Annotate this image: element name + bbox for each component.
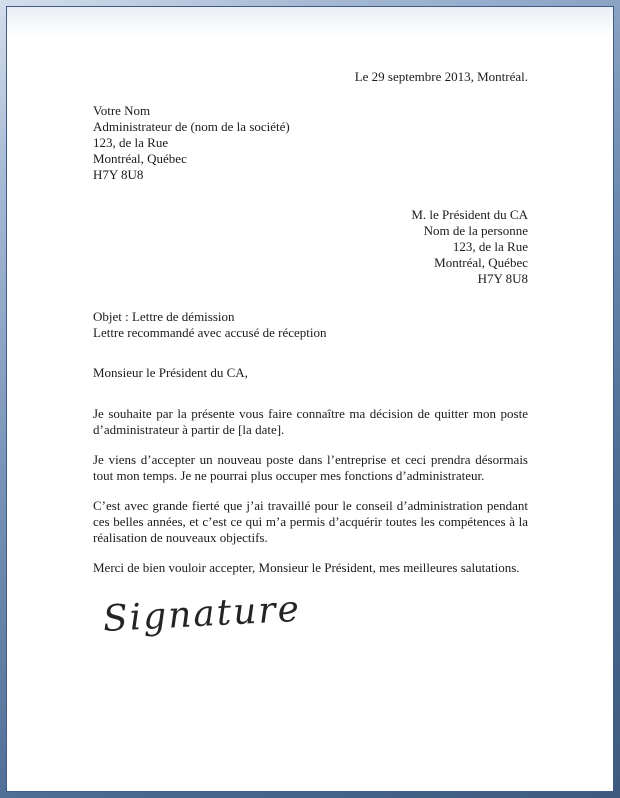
sender-street: 123, de la Rue (93, 135, 169, 150)
sender-name: Votre Nom (93, 103, 151, 118)
body-paragraph: C’est avec grande fierté que j’ai travaillé pour le conseil d’administration pendant ces belles années, et c’est ce qui m’a permis d’acquérir toutes les compétences à la réalisation de nouveaux objectifs. (93, 498, 528, 545)
recipient-postal-code: H7Y 8U8 (477, 271, 528, 286)
signature-script: Signature (101, 588, 302, 640)
body-paragraph: Je souhaite par la présente vous faire connaître ma décision de quitter mon poste d’administrateur à partir de [la date]. (93, 406, 528, 437)
recipient-street: 123, de la Rue (452, 239, 528, 254)
sender-title: Administrateur de (nom de la société) (93, 119, 290, 134)
body-paragraph: Je viens d’accepter un nouveau poste dans l’entreprise et ceci prendra désormais tout mon temps. Je ne pourrai plus occuper mes fonctions d’administrateur. (93, 452, 528, 483)
recipient-city: Montréal, Québec (434, 255, 528, 270)
sender-postal-code: H7Y 8U8 (93, 167, 144, 182)
letter-page (6, 6, 614, 792)
subject-block (93, 309, 528, 341)
recipient-title: M. le Président du CA (411, 207, 528, 222)
sender-city: Montréal, Québec (93, 151, 187, 166)
subject-line: Objet : Lettre de démission (93, 309, 235, 324)
registered-mail-line: Lettre recommandé avec accusé de réception (93, 325, 327, 340)
recipient-name: Nom de la personne (423, 223, 528, 238)
sender-address-block (93, 103, 528, 183)
closing-paragraph: Merci de bien vouloir accepter, Monsieur le Président, mes meilleures salutations. (93, 560, 520, 575)
recipient-address-block (93, 207, 528, 287)
salutation: Monsieur le Président du CA, (93, 365, 248, 380)
date-line: Le 29 septembre 2013, Montréal. (354, 69, 528, 84)
